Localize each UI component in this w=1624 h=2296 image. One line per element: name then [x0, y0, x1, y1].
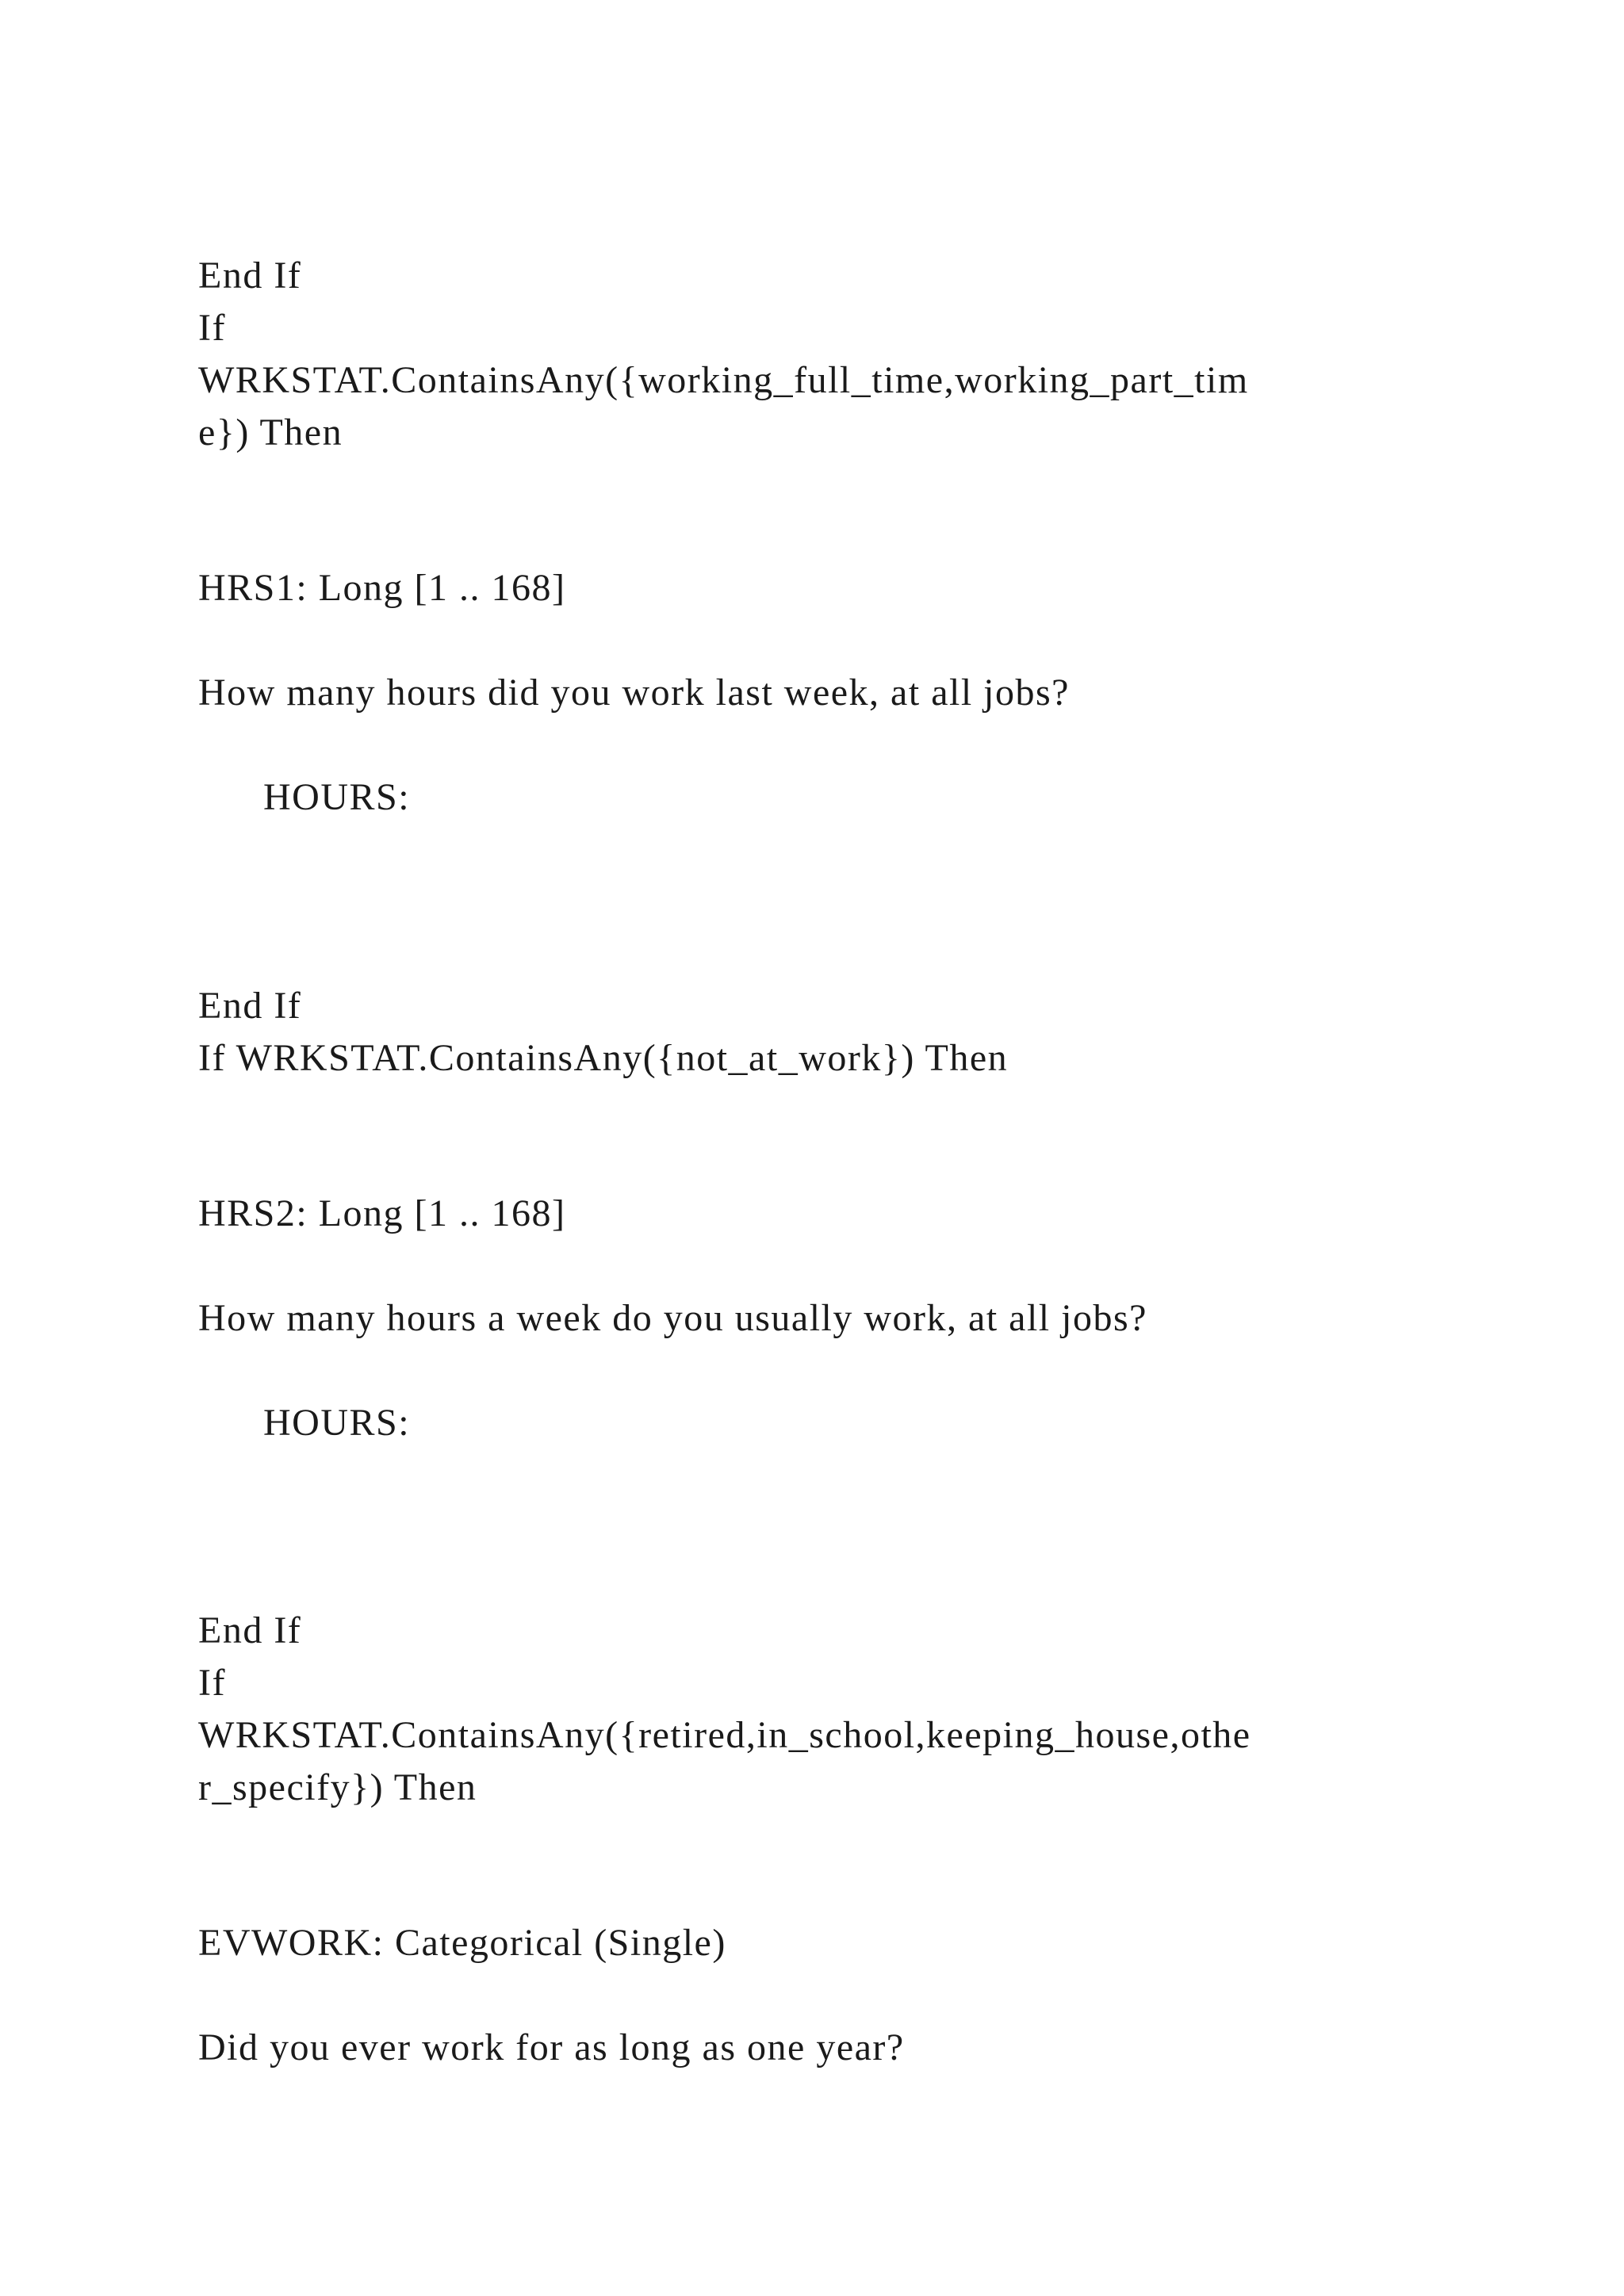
hrs2-definition: HRS2: Long [1 .. 168]	[198, 1192, 566, 1234]
condition-3-line-2: r_specify}) Then	[198, 1766, 477, 1808]
hrs2-question: How many hours a week do you usually work, at all jobs?	[198, 1297, 1147, 1339]
condition-3-line-1: WRKSTAT.ContainsAny({retired,in_school,keeping_house,othe	[198, 1714, 1251, 1756]
hrs1-definition: HRS1: Long [1 .. 168]	[198, 567, 566, 609]
evwork-question: Did you ever work for as long as one year?	[198, 2026, 905, 2068]
if-keyword-3: If	[198, 1662, 226, 1704]
evwork-definition: EVWORK: Categorical (Single)	[198, 1922, 726, 1964]
end-if-2: End If	[198, 985, 302, 1027]
condition-2: If WRKSTAT.ContainsAny({not_at_work}) Then	[198, 1037, 1009, 1079]
hrs1-response-label: HOURS:	[263, 776, 411, 818]
end-if-1: End If	[198, 254, 302, 297]
if-keyword-1: If	[198, 307, 226, 349]
condition-1-line-1: WRKSTAT.ContainsAny({working_full_time,working_part_tim	[198, 359, 1249, 401]
condition-1-line-2: e}) Then	[198, 411, 343, 453]
hrs1-question: How many hours did you work last week, at all jobs?	[198, 672, 1070, 714]
hrs2-response-label: HOURS:	[263, 1402, 411, 1444]
end-if-3: End If	[198, 1609, 302, 1651]
